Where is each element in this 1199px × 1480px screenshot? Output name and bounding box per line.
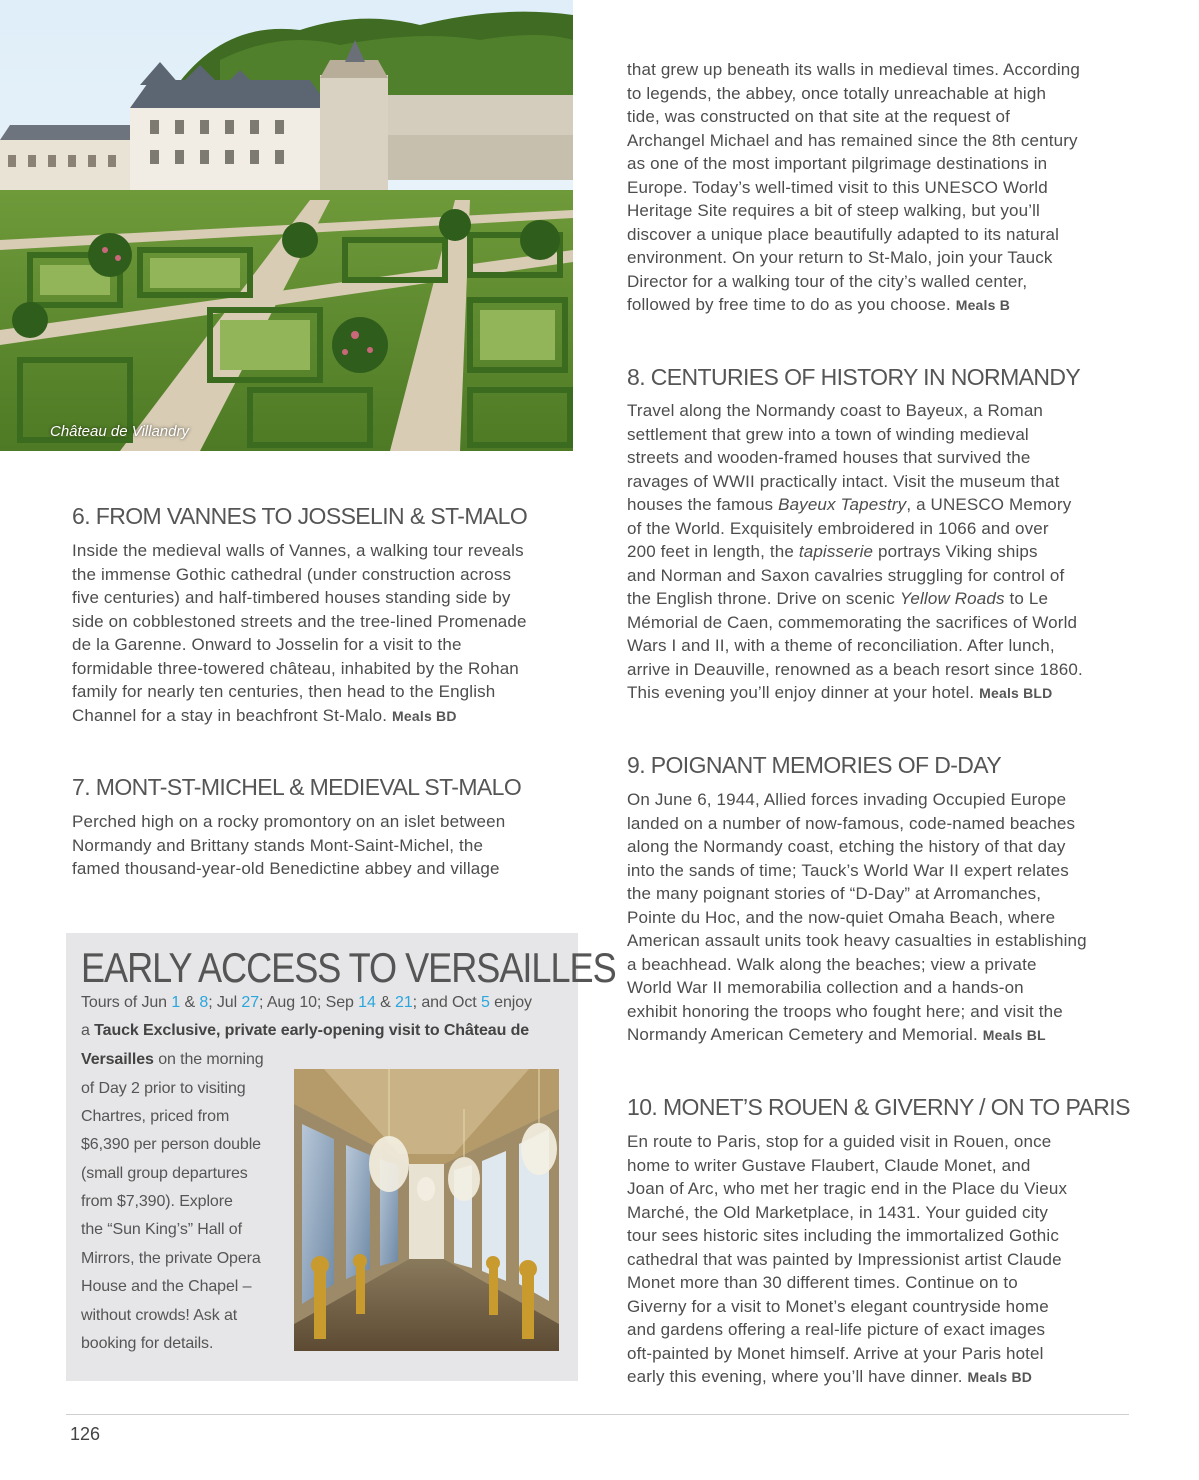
body-line: landed on a number of now-famous, code-named beaches	[627, 813, 1076, 833]
body-line: Channel for a stay in beachfront St-Malo. Meals BD	[72, 705, 457, 725]
body-line: tide, was constructed on that site at the request of	[627, 107, 1010, 126]
versailles-line: the “Sun King’s” Hall of	[81, 1221, 242, 1238]
body-line: tour sees historic sites including the immortalized Gothic	[627, 1226, 1059, 1245]
versailles-line: Versailles on the morning	[81, 1051, 264, 1068]
body-line: houses the famous Bayeux Tapestry, a UNESCO Memory	[627, 495, 1072, 514]
section-8-heading: 8. CENTURIES OF HISTORY IN NORMANDY	[627, 364, 1081, 390]
body-line: exhibit honoring the troops who fought here; and visit the	[627, 1001, 1063, 1021]
body-line: cathedral that was painted by Impressionist artist Claude	[627, 1249, 1062, 1269]
chateau-villandry-photo	[0, 0, 573, 451]
page-number: 126	[70, 1424, 101, 1444]
versailles-line: $6,390 per person double	[81, 1136, 261, 1153]
section-10-heading: 10. MONET’S ROUEN & GIVERNY / ON TO PARIS	[627, 1094, 1130, 1120]
body-line: of the World. Exquisitely embroidered in 1066 and over	[627, 518, 1049, 538]
body-line: World War II memorabilia collection and a hands-on	[627, 978, 1024, 997]
body-line: family for nearly ten centuries, then head to the English	[72, 682, 496, 701]
body-line: Archangel Michael and has remained since the 8th century	[627, 130, 1078, 150]
versailles-line: booking for details.	[81, 1335, 214, 1352]
body-line: arrive in Deauville, renowned as a beach resort since 1860.	[627, 659, 1083, 679]
versailles-exclusive-line: a Tauck Exclusive, private early-opening visit to Château de	[81, 1022, 530, 1039]
section-6-heading: 6. FROM VANNES TO JOSSELIN & ST-MALO	[72, 503, 528, 529]
body-line: and Norman and Saxon cavalries struggling for control of	[627, 565, 1065, 585]
section-7-heading: 7. MONT-ST-MICHEL & MEDIEVAL ST-MALO	[72, 774, 522, 800]
section-6-body	[72, 539, 577, 728]
section-7-continuation	[627, 58, 1137, 318]
hall-of-mirrors-illustration	[294, 1069, 559, 1351]
body-line: On June 6, 1944, Allied forces invading Occupied Europe	[627, 790, 1067, 809]
body-line: Europe. Today’s well-timed visit to this UNESCO World	[627, 177, 1048, 197]
section-9-body	[627, 788, 1137, 1048]
versailles-line: from $7,390). Explore	[81, 1193, 233, 1210]
chateau-garden-illustration	[0, 0, 573, 451]
meals-label: Meals BD	[392, 707, 457, 724]
body-line: environment. On your return to St-Malo, join your Tauck	[627, 248, 1053, 267]
body-line: Monet more than 30 different times. Continue on to	[627, 1273, 1018, 1292]
body-line: settlement that grew into a town of winding medieval	[627, 424, 1029, 444]
body-line: Heritage Site requires a bit of steep walking, but you’ll	[627, 201, 1040, 220]
meals-label: Meals BD	[967, 1369, 1033, 1385]
body-line: ravages of WWII practically intact. Visit the museum that	[627, 471, 1060, 491]
body-line: Joan of Arc, who met her tragic end in the Place du Vieux	[627, 1179, 1068, 1198]
meals-label: Meals BL	[982, 1027, 1046, 1043]
section-10-body	[627, 1130, 1137, 1390]
body-line: that grew up beneath its walls in medieval times. According	[627, 60, 1080, 79]
body-line: five centuries) and half-timbered houses standing side by	[72, 588, 511, 607]
section-8-body	[627, 399, 1137, 706]
body-line: as one of the most important pilgrimage destinations in	[627, 154, 1048, 173]
body-line: Wars I and II, with a theme of reconciliation. After lunch,	[627, 636, 1055, 655]
body-line: the English throne. Drive on scenic Yellow Roads to Le	[627, 589, 1049, 608]
photo-caption: Château de Villandry	[50, 423, 189, 440]
versailles-line: Chartres, priced from	[81, 1108, 230, 1125]
body-line: discover a unique place beautifully adapted to its natural	[627, 224, 1060, 244]
body-line: Director for a walking tour of the city’s walled center,	[627, 271, 1028, 291]
body-line: streets and wooden-framed houses that survived the	[627, 448, 1031, 467]
body-line: Marché, the Old Marketplace, in 1431. Your guided city	[627, 1202, 1049, 1222]
body-line: the many poignant stories of “D-Day” at Arromanches,	[627, 884, 1042, 903]
hall-of-mirrors-photo	[294, 1069, 559, 1351]
body-line: early this evening, where you’ll have dinner. Meals BD	[627, 1367, 1033, 1386]
body-line: Inside the medieval walls of Vannes, a walking tour reveals	[72, 541, 524, 560]
meals-label: Meals B	[955, 297, 1011, 313]
body-line: a beachhead. Walk along the beaches; view a private	[627, 954, 1037, 974]
body-line: American assault units took heavy casualties in establishing	[627, 931, 1087, 950]
body-line: Normandy and Brittany stands Mont-Saint-Michel, the	[72, 835, 484, 855]
body-line: home to writer Gustave Flaubert, Claude Monet, and	[627, 1155, 1031, 1175]
versailles-line: of Day 2 prior to visiting	[81, 1080, 246, 1097]
body-line: oft-painted by Monet himself. Arrive at your Paris hotel	[627, 1343, 1044, 1363]
body-line: Normandy American Cemetery and Memorial. Meals BL	[627, 1025, 1046, 1044]
body-line: side on cobblestoned streets and the tree-lined Promenade	[72, 611, 527, 631]
versailles-title: EARLY ACCESS TO VERSAILLES	[81, 944, 616, 991]
body-line: 200 feet in length, the tapisserie portrays Viking ships	[627, 542, 1038, 561]
body-line: de la Garenne. Onward to Josselin for a visit to the	[72, 635, 462, 654]
body-line: to legends, the abbey, once totally unreachable at high	[627, 83, 1047, 103]
body-line: Perched high on a rocky promontory on an islet between	[72, 812, 506, 831]
body-line: Mémorial de Caen, commemorating the sacrifices of World	[627, 612, 1078, 632]
section-7-body	[72, 810, 577, 881]
meals-label: Meals BLD	[979, 685, 1053, 701]
body-line: along the Normandy coast, etching the history of that day	[627, 837, 1066, 856]
body-line: the immense Gothic cathedral (under construction across	[72, 564, 512, 584]
versailles-dates-line: Tours of Jun 1 & 8; Jul 27; Aug 10; Sep 14 & 21; and Oct 5 enjoy	[81, 994, 532, 1011]
body-line: Travel along the Normandy coast to Bayeux, a Roman	[627, 401, 1044, 420]
versailles-line: House and the Chapel –	[81, 1278, 252, 1295]
versailles-line: (small group departures	[81, 1165, 248, 1182]
body-line: into the sands of time; Tauck’s World War II expert relates	[627, 860, 1069, 880]
versailles-line: without crowds! Ask at	[81, 1307, 238, 1324]
versailles-line: Mirrors, the private Opera	[81, 1250, 261, 1267]
body-line: En route to Paris, stop for a guided visit in Rouen, once	[627, 1132, 1052, 1151]
body-line: Pointe du Hoc, and the now-quiet Omaha Beach, where	[627, 907, 1056, 927]
footer-divider	[66, 1414, 1129, 1415]
body-line: followed by free time to do as you choose. Meals B	[627, 295, 1011, 314]
body-line: Giverny for a visit to Monet’s elegant countryside home	[627, 1296, 1049, 1316]
body-line: This evening you’ll enjoy dinner at your hotel. Meals BLD	[627, 683, 1053, 702]
section-9-heading: 9. POIGNANT MEMORIES OF D-DAY	[627, 752, 1002, 778]
body-line: and gardens offering a real-life picture of exact images	[627, 1320, 1046, 1339]
body-line: formidable three-towered château, inhabited by the Rohan	[72, 658, 519, 678]
body-line: famed thousand-year-old Benedictine abbey and village	[72, 859, 500, 878]
